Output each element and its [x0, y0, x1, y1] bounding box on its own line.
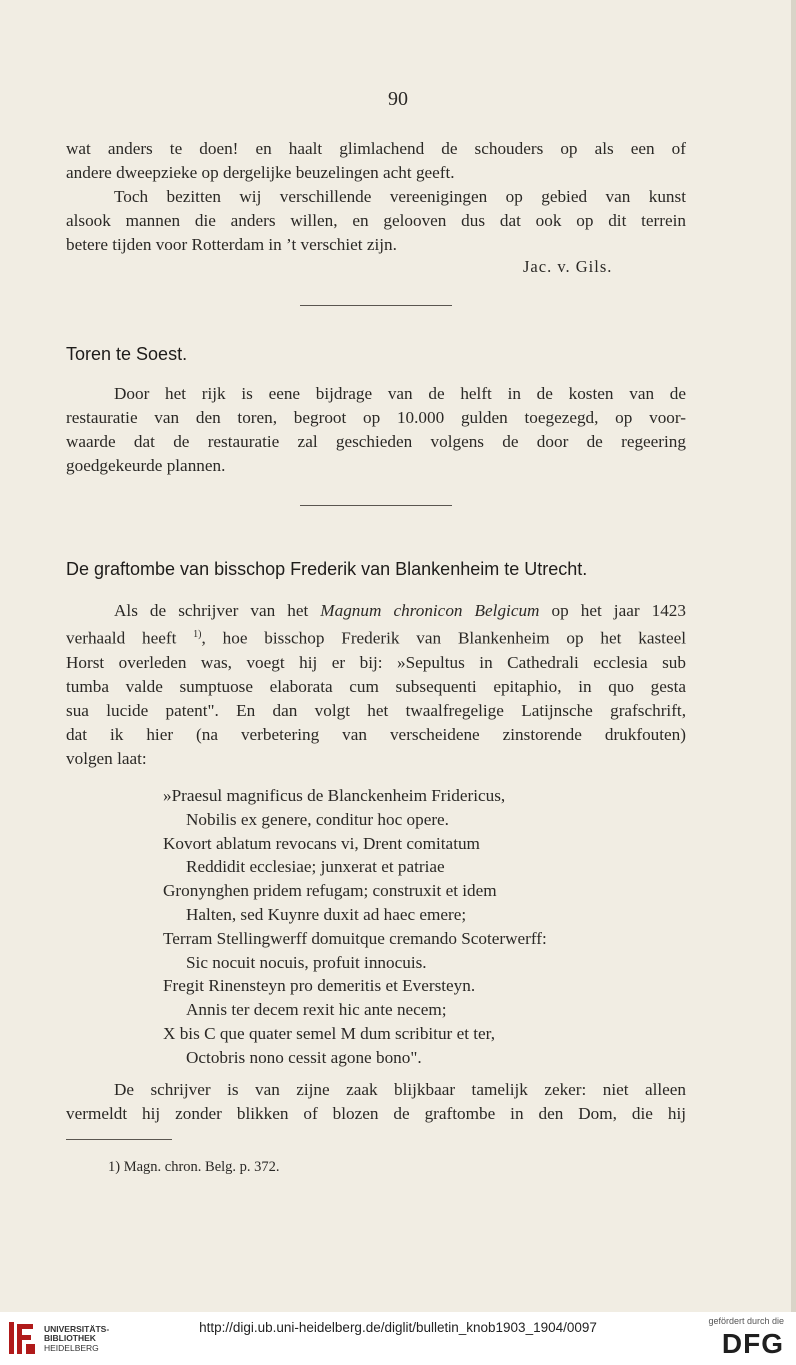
verse-line: »Praesul magnificus de Blanckenheim Fridericus,	[163, 786, 506, 805]
verse-line: X bis C que quater semel M dum scribitur et ter,	[163, 1023, 496, 1043]
dfg-logo[interactable]: DFG	[721, 1328, 784, 1359]
text-line: De schrijver is van zijne zaak blijkbaar tamelijk zeker: niet alleen	[114, 1080, 686, 1099]
verse-line: Gronynghen pridem refugam; construxit et idem	[163, 881, 497, 901]
section-divider	[300, 505, 452, 506]
text-segment: op het jaar 1423	[539, 601, 686, 620]
verse-line: Fregit Rinensteyn pro demeritis et Eversteyn.	[163, 976, 476, 996]
text-line: sua lucide patent". En dan volgt het twaalfregelige Latijnsche grafschrift,	[66, 700, 686, 720]
text-segment: verhaald heeft	[66, 628, 194, 648]
epitaph-verse	[163, 784, 547, 1070]
text-line: tumba valde sumptuose elaborata cum subsequenti epitaphio, in quo gesta	[66, 676, 686, 696]
book-title-italic: Magnum chronicon Belgicum	[320, 601, 540, 620]
text-line: volgen laat:	[66, 748, 147, 768]
library-line: HEIDELBERG	[44, 1342, 99, 1353]
heading-toren-te-soest: Toren te Soest.	[66, 344, 188, 364]
verse-line: Nobilis ex genere, conditur hoc opere.	[186, 809, 449, 829]
paragraph-1	[66, 137, 686, 185]
library-line: BIBLIOTHEK	[44, 1333, 96, 1344]
verse-line: Octobris nono cessit agone bono".	[186, 1047, 422, 1067]
page-number: 90	[388, 88, 408, 110]
text-line: wat anders te doen! en haalt glimlachend de schouders op als een of	[66, 139, 686, 158]
text-line: Horst overleden was, voegt hij er bij: »Sepultus in Cathedrali ecclesia sub	[66, 652, 686, 672]
text-line: Toch bezitten wij verschillende vereenigingen op gebied van kunst	[114, 187, 686, 206]
text-line: Door het rijk is eene bijdrage van de helft in de kosten van de	[114, 384, 686, 403]
text-line: betere tijden voor Rotterdam in ’t verschiet zijn.	[66, 235, 397, 254]
text-segment: Als de schrijver van het	[114, 601, 321, 620]
text-line: alsook mannen die anders willen, en gelooven dus dat ook op dit terrein	[66, 211, 686, 230]
verse-line: Sic nocuit nocuis, profuit innocuis.	[186, 952, 427, 972]
viewer-footer	[0, 1312, 796, 1365]
footnote: 1) Magn. chron. Belg. p. 372.	[108, 1159, 280, 1175]
verse-line: Halten, sed Kuynre duxit ad haec emere;	[186, 904, 467, 924]
text-line: waarde dat de restauratie zal geschieden volgens de door de regeering	[66, 432, 686, 451]
footnote-rule	[66, 1139, 172, 1140]
text-line: dat ik hier (na verbetering van verscheidene zinstorende drukfouten)	[66, 724, 686, 744]
paragraph-5	[66, 1078, 686, 1126]
text-line: restauratie van den toren, begroot op 10.000 gulden toegezegd, op voor-	[66, 408, 686, 427]
verse-line: Reddidit ecclesiae; junxerat et patriae	[186, 857, 445, 877]
funding-note: gefördert durch die	[708, 1316, 784, 1326]
text-segment: , hoe bisschop Frederik van Blankenheim op het kasteel	[201, 628, 686, 648]
author-signature: Jac. v. Gils.	[523, 257, 613, 276]
text-line: vermeldt hij zonder blikken of blozen de graftombe in den Dom, die hij	[66, 1104, 686, 1123]
footnote-marker: 1)	[193, 629, 202, 640]
text-line	[66, 599, 686, 623]
library-line: UNIVERSITÄTS-	[44, 1324, 110, 1334]
paragraph-2	[66, 185, 686, 257]
paragraph-4	[66, 599, 686, 771]
paragraph-3	[66, 382, 686, 478]
verse-line: Terram Stellingwerff domuitque cremando Scoterwerff:	[163, 928, 547, 948]
text-line: andere dweepzieke op dergelijke beuzelingen acht geeft.	[66, 163, 455, 182]
section-divider	[300, 305, 452, 306]
permalink-url[interactable]: http://digi.ub.uni-heidelberg.de/diglit/bulletin_knob1903_1904/0097	[199, 1320, 597, 1335]
verse-line: Kovort ablatum revocans vi, Drent comitatum	[163, 833, 480, 853]
text-line: goedgekeurde plannen.	[66, 456, 226, 475]
page-edge	[791, 0, 796, 1312]
text-line	[66, 623, 686, 651]
verse-line: Annis ter decem rexit hic ante necem;	[186, 1000, 447, 1020]
heading-graftombe: De graftombe van bisschop Frederik van Blankenheim te Utrecht.	[66, 559, 588, 579]
